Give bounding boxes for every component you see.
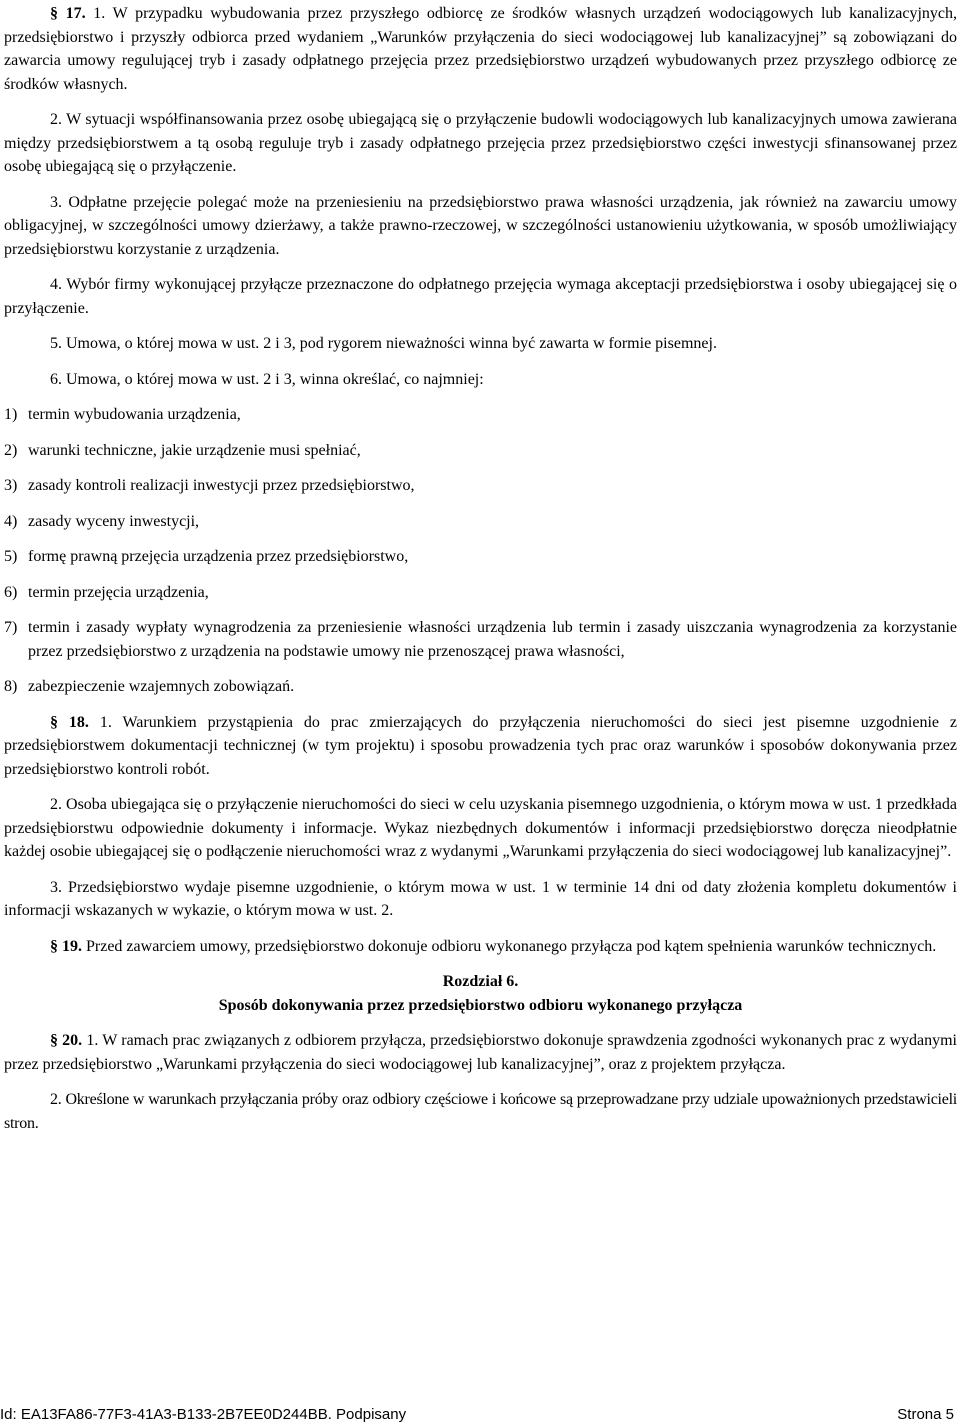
list-item (4, 616, 957, 663)
list-item-text: warunki techniczne, jakie urządzenie musi spełniać, (28, 441, 361, 459)
list-item-number: 1) (4, 406, 18, 423)
paragraph-18-3: 3. Przedsiębiorstwo wydaje pisemne uzgodnienie, o którym mowa w ust. 1 w terminie 14 dni od daty złożenia kompletu dokumentów i informacji wskazanych w wykazie, o którym mowa w ust. 2. (4, 878, 957, 919)
list-item (4, 675, 957, 699)
paragraph-17-5: 5. Umowa, o której mowa w ust. 2 i 3, pod rygorem nieważności winna być zawarta w formie pisemnej. (50, 335, 717, 352)
list-item-text: zasady kontroli realizacji inwestycji przez przedsiębiorstwo, (28, 477, 415, 494)
paragraph-text: W przypadku wybudowania przez przyszłego odbiorcę ze środków własnych urządzeń wodociągowych lub kanalizacyjnych, przedsiębiorstwo i przyszły odbiorca przed wydaniem „Warunków przyłączenia do sieci wodociągowej lub kanalizacyjnej” są zobowiązani do zawarcia umowy regulującej tryb i zasady odpłatnego przejęcia przez przedsiębiorstwo urządzeń wybudowanych przez przyszłego odbiorcę ze środków własnych. (4, 5, 958, 93)
paragraph-number: 1. (86, 1032, 99, 1049)
list-item-number: 7) (4, 619, 18, 636)
list-item-number: 2) (4, 441, 18, 459)
list-item-number: 4) (4, 512, 18, 530)
paragraph-17-2: 2. W sytuacji współfinansowania przez osobę ubiegającą się o przyłączenie budowli wodociągowych lub kanalizacyjnych umowa zawierana między przedsiębiorstwem a tą osobą reguluje tryb i zasady odpłatnego przejęcia przez przedsiębiorstwo części inwestycji sfinansowanej przez osobę ubiegającą się o przyłączenie. (4, 111, 957, 175)
document-body (4, 2, 957, 1147)
list-item-number: 6) (4, 583, 18, 601)
document-id: Id: EA13FA86-77F3-41A3-B133-2B7EE0D244BB. Podpisany (0, 1406, 407, 1423)
paragraph-17-3: 3. Odpłatne przejęcie polegać może na przeniesieniu na przedsiębiorstwo prawa własności urządzenia, jak również na zawarciu umowy obligacyjnej, w szczególności umowy dzierżawy, a także prawno-rzeczowej, w szczególności ustanowieniu użytkowania, w sposób umożliwiający przedsiębiorstwu korzystanie z urządzenia. (4, 193, 957, 258)
list-item (4, 581, 957, 605)
list-item (4, 545, 957, 569)
list-item-number: 3) (4, 477, 18, 494)
chapter-heading (4, 970, 957, 1017)
paragraph-17-4: 4. Wybór firmy wykonującej przyłącze przeznaczone do odpłatnego przejęcia wymaga akceptacji przedsiębiorstwa i osoby ubiegającej się o przyłączenie. (4, 276, 957, 317)
page-footer (0, 1406, 954, 1423)
list-item (4, 474, 957, 498)
list-item (4, 439, 957, 463)
list-item-text: termin przejęcia urządzenia, (28, 583, 209, 601)
paragraph-19 (4, 935, 957, 959)
paragraph-20-1 (4, 1029, 957, 1076)
section-number: § 17. (50, 5, 86, 22)
list-item (4, 510, 957, 534)
list-item-text: zabezpieczenie wzajemnych zobowiązań. (28, 678, 295, 695)
paragraph-number: 1. (99, 713, 112, 731)
section-number: § 19. (50, 937, 82, 955)
list-item (4, 403, 957, 427)
paragraph-17-1 (4, 2, 957, 96)
paragraph-number: 1. (93, 5, 106, 22)
list-item-number: 5) (4, 548, 18, 565)
list-item-text: termin wybudowania urządzenia, (28, 406, 241, 423)
list-item-text: formę prawną przejęcia urządzenia przez przedsiębiorstwo, (28, 548, 409, 565)
chapter-title: Sposób dokonywania przez przedsiębiorstwo odbioru wykonanego przyłącza (218, 996, 743, 1014)
list-item-number: 8) (4, 678, 18, 695)
paragraph-text: Przed zawarciem umowy, przedsiębiorstwo dokonuje odbioru wykonanego przyłącza pod kątem spełnienia warunków technicznych. (86, 937, 937, 955)
list-item-text: zasady wyceny inwestycji, (28, 512, 200, 530)
chapter-number: Rozdział 6. (442, 973, 519, 990)
paragraph-text: W ramach prac związanych z odbiorem przyłącza, przedsiębiorstwo dokonuje sprawdzenia zgodności wykonanych prac z wydanymi przez przedsiębiorstwo „Warunkami przyłączenia do sieci wodociągowej lub kanalizacyjnej”, oraz z projektem przyłącza. (4, 1032, 958, 1073)
list-item-text: termin i zasady wypłaty wynagrodzenia za przeniesienie własności urządzenia lub termin i zasady uiszczania wynagrodzenia za korzystanie przez przedsiębiorstwo z urządzenia na podstawie umowy nie przenoszącej prawa własności, (28, 619, 957, 660)
paragraph-text: Warunkiem przystąpienia do prac zmierzających do przyłączenia nieruchomości do sieci jest pisemne uzgodnienie z przedsiębiorstwem dokumentacji technicznej (w tym projektu) i sposobu prowadzenia tych prac oraz warunków i sposobów dokonywania przez przedsiębiorstwo kontroli robót. (4, 713, 958, 778)
paragraph-17-6: 6. Umowa, o której mowa w ust. 2 i 3, winna określać, co najmniej: (50, 370, 484, 388)
page-number: Strona 5 (897, 1406, 954, 1423)
section-number: § 20. (50, 1032, 83, 1049)
paragraph-18-1 (4, 711, 957, 782)
paragraph-18-2: 2. Osoba ubiegająca się o przyłączenie nieruchomości do sieci w celu uzyskania pisemnego uzgodnienia, o którym mowa w ust. 1 przedkłada przedsiębiorstwu odpowiednie dokumenty i informacje. Wykaz niezbędnych dokumentów i informacji przedsiębiorstwo doręcza nieodpłatnie każdej osobie ubiegającej się o podłączenie nieruchomości wraz z wydanymi „Warunkami przyłączenia do sieci wodociągowej lub kanalizacyjnej”. (4, 796, 957, 860)
paragraph-20-2: 2. Określone w warunkach przyłączania próby oraz odbiory częściowe i końcowe są przeprowadzane przy udziale upoważnionych przedstawicieli stron. (4, 1091, 957, 1132)
section-number: § 18. (50, 713, 89, 731)
